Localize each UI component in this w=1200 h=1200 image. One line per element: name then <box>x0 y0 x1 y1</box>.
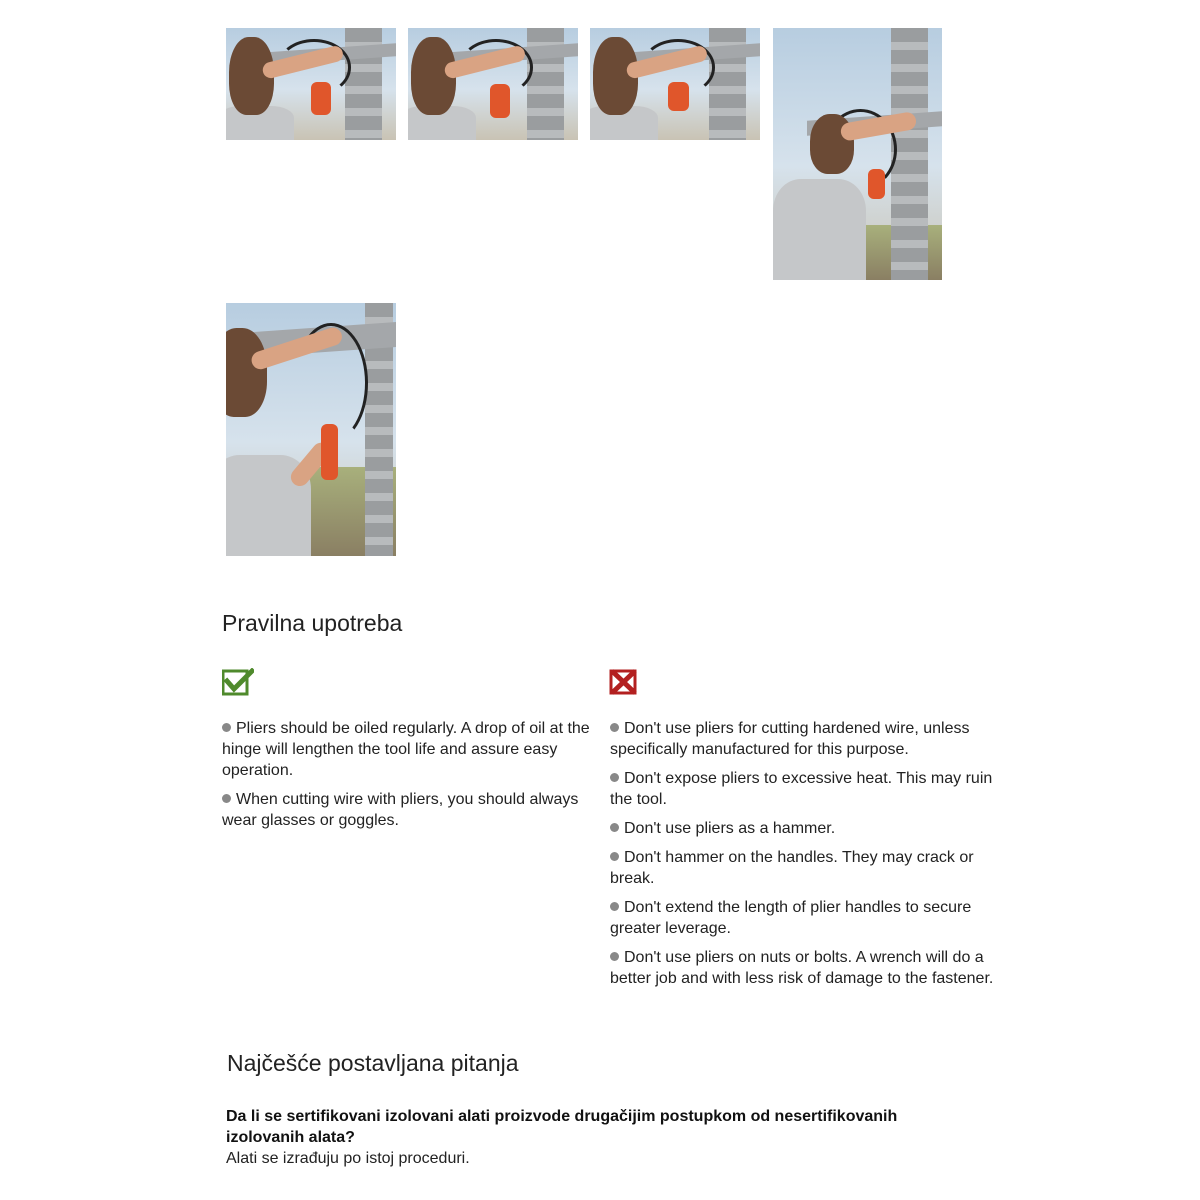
product-photo-1[interactable] <box>226 28 396 140</box>
dont-list <box>610 718 1002 997</box>
product-photo-5[interactable] <box>226 303 396 556</box>
list-item: Don't hammer on the handles. They may crack or break. <box>610 849 974 887</box>
bullet-icon <box>610 723 619 732</box>
section-title-usage: Pravilna upotreba <box>222 610 403 636</box>
list-item: Don't expose pliers to excessive heat. This may ruin the tool. <box>610 770 993 808</box>
section-title-faq: Najčešće postavljana pitanja <box>227 1050 519 1076</box>
bullet-icon <box>610 902 619 911</box>
bullet-icon <box>610 773 619 782</box>
list-item: Don't extend the length of plier handles to secure greater leverage. <box>610 899 972 937</box>
bullet-icon <box>222 794 231 803</box>
check-icon <box>222 668 252 694</box>
list-item: Pliers should be oiled regularly. A drop of oil at the hinge will lengthen the tool life and assure easy operation. <box>222 720 590 779</box>
list-item: When cutting wire with pliers, you should always wear glasses or goggles. <box>222 791 579 829</box>
list-item: Don't use pliers on nuts or bolts. A wrench will do a better job and with less risk of damage to the fastener. <box>610 949 994 987</box>
bullet-icon <box>610 852 619 861</box>
product-photo-2[interactable] <box>408 28 578 140</box>
cross-icon <box>609 668 639 694</box>
faq-question[interactable]: Da li se sertifikovani izolovani alati proizvode drugačijim postupkom od nesertifikovanih izolovanih alata? <box>226 1108 898 1146</box>
product-photo-3[interactable] <box>590 28 760 140</box>
do-list <box>222 718 594 839</box>
bullet-icon <box>222 723 231 732</box>
faq-answer: Alati se izrađuju po istoj proceduri. <box>226 1150 470 1167</box>
bullet-icon <box>610 823 619 832</box>
list-item: Don't use pliers as a hammer. <box>610 818 1002 839</box>
list-item: Don't use pliers for cutting hardened wire, unless specifically manufactured for this purpose. <box>610 720 970 758</box>
product-photo-4[interactable] <box>773 28 942 280</box>
bullet-icon <box>610 952 619 961</box>
